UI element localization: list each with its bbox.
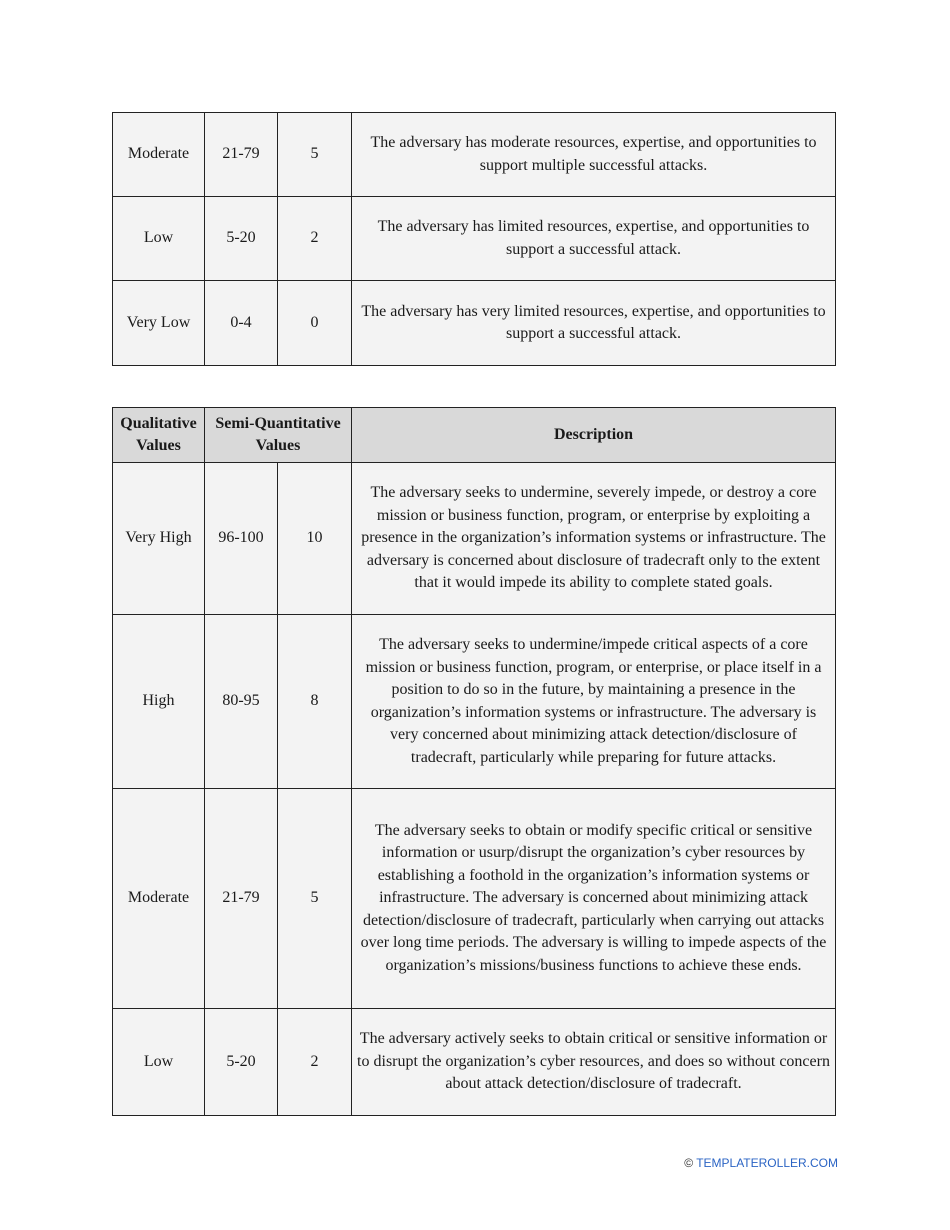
adversary-capability-table: [112, 112, 836, 366]
score-value: 0: [278, 281, 352, 366]
table-row: [113, 463, 836, 615]
score-value: 5: [278, 113, 352, 197]
range-value: 5-20: [205, 197, 278, 281]
table-row: [113, 197, 836, 281]
description: The adversary seeks to undermine/impede critical aspects of a core mission or business function, program, or enterprise, or place itself in a position to do so in the future, by maintaining a presence in the organization’s information systems or infrastructure. The adversary is very concerned about minimizing attack detection/disclosure of tradecraft, particularly while preparing for future attacks.: [352, 615, 836, 789]
qualitative-value: Very High: [113, 463, 205, 615]
description: The adversary has very limited resources, expertise, and opportunities to support a successful attack.: [352, 281, 836, 366]
score-value: 10: [278, 463, 352, 615]
score-value: 2: [278, 197, 352, 281]
range-value: 21-79: [205, 113, 278, 197]
range-value: 5-20: [205, 1009, 278, 1116]
header-description: Description: [352, 408, 836, 463]
range-value: 96-100: [205, 463, 278, 615]
table-row: [113, 281, 836, 366]
description: The adversary seeks to undermine, severely impede, or destroy a core mission or business function, program, or enterprise by exploiting a presence in the organization’s information systems or infrastructure. The adversary is concerned about disclosure of tradecraft only to the extent that it would impede its ability to complete stated goals.: [352, 463, 836, 615]
score-value: 5: [278, 789, 352, 1009]
footer-credit: [684, 1156, 838, 1170]
table-row: [113, 1009, 836, 1116]
qualitative-value: Low: [113, 197, 205, 281]
table-row: [113, 113, 836, 197]
range-value: 80-95: [205, 615, 278, 789]
description: The adversary has moderate resources, expertise, and opportunities to support multiple successful attacks.: [352, 113, 836, 197]
qualitative-value: Moderate: [113, 113, 205, 197]
table-row: [113, 789, 836, 1009]
adversary-intent-table: [112, 407, 836, 1116]
qualitative-value: Moderate: [113, 789, 205, 1009]
score-value: 2: [278, 1009, 352, 1116]
score-value: 8: [278, 615, 352, 789]
description: The adversary has limited resources, expertise, and opportunities to support a successful attack.: [352, 197, 836, 281]
table-row: [113, 615, 836, 789]
description: The adversary actively seeks to obtain critical or sensitive information or to disrupt the organization’s cyber resources, and does so without concern about attack detection/disclosure of tradecraft.: [352, 1009, 836, 1116]
templateroller-link[interactable]: TEMPLATEROLLER.COM: [696, 1156, 838, 1170]
qualitative-value: Low: [113, 1009, 205, 1116]
copyright-symbol: ©: [684, 1156, 694, 1170]
description: The adversary seeks to obtain or modify specific critical or sensitive information or usurp/disrupt the organization’s cyber resources by establishing a foothold in the organization’s information systems or infrastructure. The adversary is concerned about minimizing attack detection/disclosure of tradecraft, particularly when carrying out attacks over long time periods. The adversary is willing to impede aspects of the organization’s missions/business functions to achieve these ends.: [352, 789, 836, 1009]
range-value: 0-4: [205, 281, 278, 366]
qualitative-value: Very Low: [113, 281, 205, 366]
range-value: 21-79: [205, 789, 278, 1009]
header-qualitative-values: Qualitative Values: [113, 408, 205, 463]
header-row: [113, 408, 836, 463]
qualitative-value: High: [113, 615, 205, 789]
header-semi-quantitative-values: Semi-Quantitative Values: [205, 408, 352, 463]
